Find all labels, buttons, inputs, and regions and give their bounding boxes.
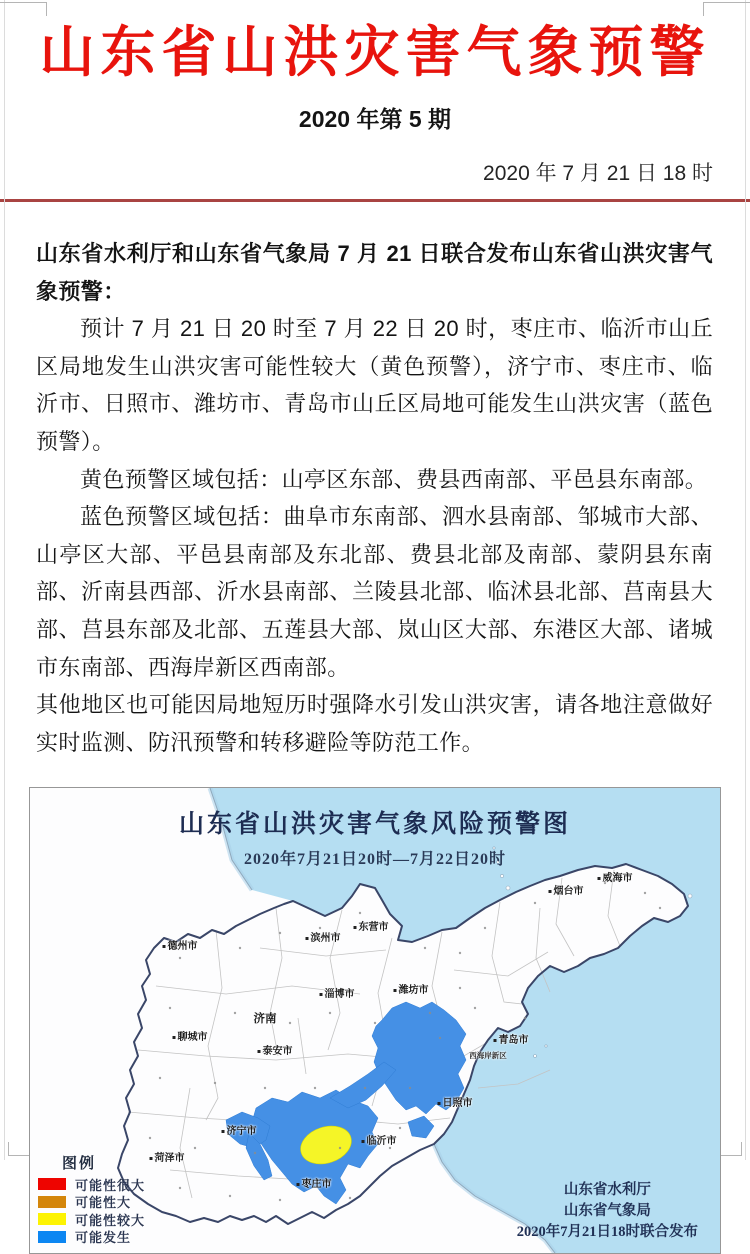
page-corner-mark (703, 2, 750, 16)
city-dot (354, 926, 357, 929)
risk-warning-map[interactable] (29, 787, 721, 1254)
city-label-zaozhuang: 枣庄市 (297, 1180, 332, 1190)
map-attribution (517, 1180, 698, 1243)
legend-swatch-blue (38, 1231, 66, 1243)
legend-label: 可能性很大 (75, 1177, 146, 1193)
attribution-line: 山东省气象局 (563, 1203, 651, 1220)
legend-swatch-red (38, 1178, 66, 1190)
yellow-warning-areas: 黄色预警区域包括：山亭区东部、费县西南部、平邑县东南部。 (80, 466, 708, 492)
city-dot (222, 1130, 225, 1133)
city-label-jinan: 济南 (253, 1013, 277, 1026)
city-dot (598, 877, 601, 880)
legend-label: 可能性大 (75, 1195, 132, 1211)
attribution-line: 2020年7月21日18时联合发布 (516, 1224, 698, 1241)
page-edge-right (745, 0, 746, 1160)
legend-swatch-yellow (38, 1213, 66, 1225)
city-dot (494, 1039, 497, 1042)
blue-warning-areas: 蓝色预警区域包括：曲阜市东南部、泗水县南部、邹城市大部、山亭区大部、平邑县南部及东北部、费县北部及南部、蒙阴县东南部、沂南县西部、沂水县南部、兰陵县北部、临沭县北部、莒南县大部、莒县东部及北部、五莲县大部、岚山区大部、东港区大部、诸城市东南部、西海岸新区西南部。 (36, 504, 713, 680)
city-label-taian: 泰安市 (258, 1047, 293, 1057)
city-dot (297, 1183, 300, 1186)
document-body (0, 235, 750, 761)
city-label-weifang: 潍坊市 (394, 986, 429, 996)
city-label-zibo: 淄博市 (320, 990, 355, 1000)
city-label-heze: 菏泽市 (150, 1154, 185, 1164)
city-label-qingdao: 青岛市 (494, 1036, 529, 1046)
legend-label: 可能性较大 (75, 1212, 146, 1228)
city-label-dongying: 东营市 (354, 923, 389, 933)
legend-label: 可能发生 (75, 1230, 132, 1246)
city-label-dezhou: 德州市 (163, 942, 198, 952)
city-label-linyi: 临沂市 (362, 1137, 397, 1147)
city-dot (549, 890, 552, 893)
city-label-yantai: 烟台市 (549, 887, 584, 897)
city-dot (362, 1140, 365, 1143)
lead-paragraph: 山东省水利厅和山东省气象局 7 月 21 日联合发布山东省山洪灾害气象预警： (36, 241, 713, 304)
legend-row (38, 1195, 208, 1211)
city-label-liaocheng: 聊城市 (173, 1033, 208, 1043)
city-label-xihaian: 西海岸新区 (469, 1051, 507, 1061)
map-title: 山东省山洪灾害气象风险预警图 (178, 811, 571, 839)
city-label-binzhou: 滨州市 (306, 934, 341, 944)
legend-swatch-orange (38, 1196, 66, 1208)
forecast-paragraph: 预计 7 月 21 日 20 时至 7 月 22 日 20 时，枣庄市、临沂市山丘区局地发生山洪灾害可能性较大（黄色预警），济宁市、枣庄市、临沂市、日照市、潍坊市、青岛市山丘区局地可能发生山洪灾害（蓝色预警）。 (36, 316, 713, 454)
city-dot (438, 1102, 441, 1105)
page-corner-mark (0, 2, 47, 16)
city-label-rizhao: 日照市 (438, 1099, 473, 1109)
header-divider (0, 199, 750, 202)
legend-title: 图例 (62, 1156, 97, 1173)
city-dot (173, 1036, 176, 1039)
city-label-weihai: 威海市 (598, 874, 633, 884)
city-label-jining: 济宁市 (222, 1127, 257, 1137)
city-dot (258, 1050, 261, 1053)
page-title: 山东省山洪灾害气象预警 (39, 21, 711, 83)
issue-number: 2020 年第 5 期 (298, 106, 452, 132)
attribution-line: 山东省水利厅 (563, 1182, 651, 1199)
advice-paragraph: 其他地区也可能因局地短历时强降水引发山洪灾害，请各地注意做好实时监测、防汛预警和转移避险等防范工作。 (36, 692, 713, 755)
page-edge-left (4, 0, 5, 1160)
legend-row (38, 1178, 208, 1191)
publish-datetime: 2020 年 7 月 21 日 18 时 (483, 162, 713, 185)
city-dot (320, 993, 323, 996)
map-subtitle: 2020年7月21日20时—7月22日20时 (243, 851, 506, 869)
city-dot (394, 989, 397, 992)
city-dot (163, 945, 166, 948)
city-dot (306, 937, 309, 940)
legend-row (38, 1230, 208, 1246)
map-legend (38, 1152, 208, 1246)
legend-row (38, 1213, 208, 1226)
